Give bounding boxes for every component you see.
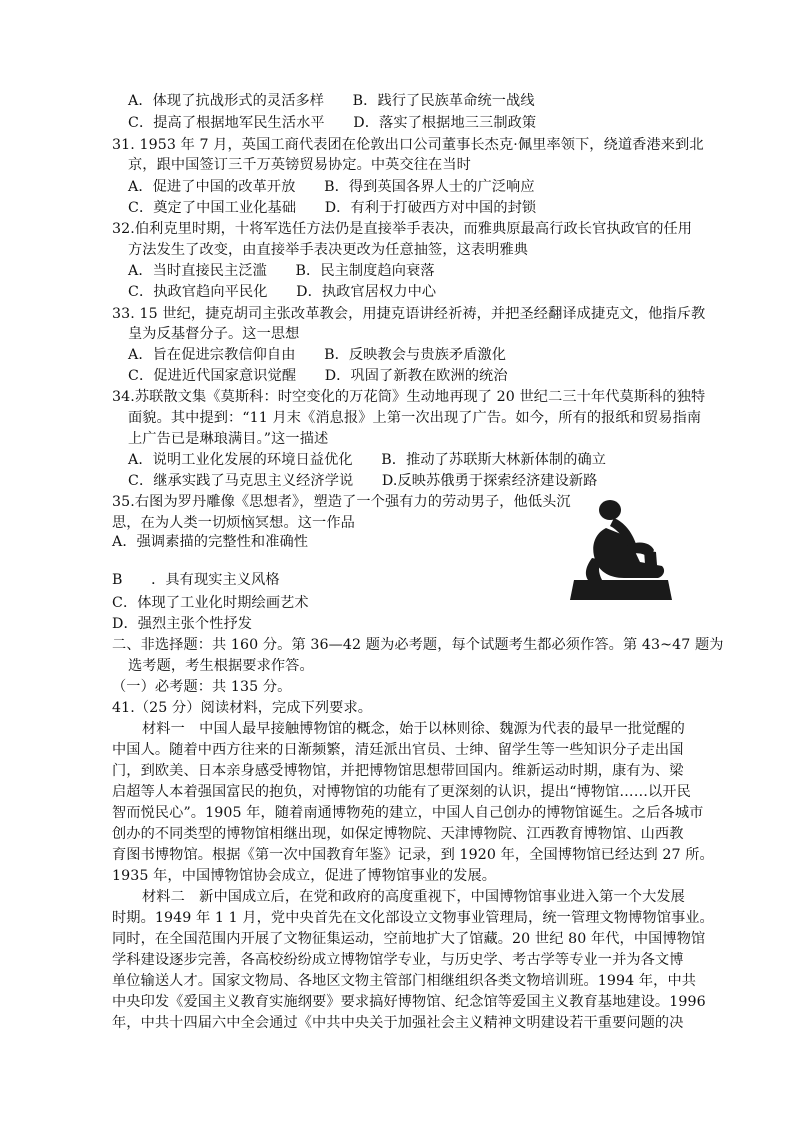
material-two-line-2: 时期。1949 年 1 1 月，党中央首先在文化部设立文物事业管理局，统一管理文物博物馆事业。 [112,910,714,926]
material-one-line-8: 1935 年，中国博物馆协会成立，促进了博物馆事业的发展。 [112,868,497,884]
q35-option-a: A．强调素描的完整性和准确性 [112,534,309,550]
material-one-line-5: 智而悦民心”。1905 年，随着南通博物苑的建立，中国人自己创办的博物馆诞生。之后各城市 [112,805,704,821]
material-one-line-7: 育图书博物馆。根据《第一次中国教育年鉴》记录，到 1920 年，全国博物馆已经达到 27 所。 [112,847,714,863]
material-one-line-6: 创办的不同类型的博物馆相继出现，如保定博物院、天津博物院、江西教育博物馆、山西教 [112,826,684,842]
q32-options-cd: C．执政官趋向平民化 D．执政官居权力中心 [128,284,437,300]
section-two-heading: 二、非选择题：共 160 分。第 36—42 题为必考题，每个试题考生都必须作答。第 43~47 题为 [112,637,724,653]
q31-options-cd: C．奠定了中国工业化基础 D．有利于打破西方对中国的封锁 [128,200,537,216]
section-two-heading-cont: 选考题，考生根据要求作答。 [128,658,314,674]
q33-options-ab: A．旨在促进宗教信仰自由 B．反映教会与贵族矛盾激化 [128,347,507,363]
required-questions-heading: （一）必考题：共 135 分。 [112,679,292,695]
thinker-statue-image [566,488,676,600]
q32-stem: 32.伯利克里时期，十将军选任方法仍是直接举手表决，而雅典原最高行政长官执政官的任用 [112,221,693,237]
q35-option-b: B ．具有现实主义风格 [112,572,280,588]
q33-stem-cont: 皇为反基督分子。这一思想 [128,326,300,342]
q35-stem-cont: 思，在为人类一切烦恼冥想。这一作品 [112,515,355,531]
q32-stem-cont: 方法发生了改变，由直接举手表决更改为任意抽签，这表明雅典 [128,242,529,258]
q32-options-ab: A．当时直接民主泛滥 B．民主制度趋向衰落 [128,263,435,279]
q34-stem: 34.苏联散文集《莫斯科：时空变化的万花筒》生动地再现了 20 世纪二三十年代莫斯科的独特 [112,389,706,405]
q34-stem-cont-2: 上广告已是琳琅满目。”这一描述 [128,431,329,447]
q30-options-ab: A．体现了抗战形式的灵活多样 B．践行了民族革命统一战线 [128,93,535,109]
q31-options-ab: A．促进了中国的改革开放 B．得到英国各界人士的广泛响应 [128,179,535,195]
material-two-line-6: 中央印发《爱国主义教育实施纲要》要求搞好博物馆、纪念馆等爱国主义教育基地建设。1996 [112,994,706,1010]
material-two-line-1: 材料二 新中国成立后，在党和政府的高度重视下，中国博物馆事业进入第一个大发展 [142,889,685,905]
q34-options-cd: C．继承实践了马克思主义经济学说 D.反映苏俄勇于探索经济建设新路 [128,473,598,489]
q31-stem-cont: 京，跟中国签订三千万英镑贸易协定。中英交往在当时 [128,157,471,173]
q35-option-c: C．体现了工业化时期绘画艺术 [112,595,309,611]
q34-stem-cont-1: 面貌。其中提到：“11 月末《消息报》上第一次出现了广告。如今，所有的报纸和贸易指南 [128,410,702,426]
material-one-line-3: 门，到欧美、日本亲身感受博物馆，并把博物馆思想带回国内。维新运动时期，康有为、梁 [112,763,684,779]
q34-options-ab: A．说明工业化发展的环境日益优化 B．推动了苏联斯大林新体制的确立 [128,452,607,468]
material-two-line-7: 年，中共十四届六中全会通过《中共中央关于加强社会主义精神文明建设若干重要问题的决 [112,1015,684,1031]
material-one-line-4: 启超等人本着强国富民的抱负，对博物馆的功能有了更深刻的认识，提出“博物馆……以开民 [112,784,691,800]
material-one-line-1: 材料一 中国人最早接触博物馆的概念，始于以林则徐、魏源为代表的最早一批觉醒的 [142,721,685,737]
q35-option-d: D．强烈主张个性抒发 [112,616,253,632]
q35-stem: 35.右图为罗丹雕像《思想者》，塑造了一个强有力的劳动男子，他低头沉 [112,494,571,510]
q33-stem: 33. 15 世纪，捷克胡司主张改革教会，用捷克语讲经祈祷，并把圣经翻译成捷克文，他指斥教 [112,306,706,322]
material-two-line-3: 同时，在全国范围内开展了文物征集运动，空前地扩大了馆藏。20 世纪 80 年代，中国博物馆 [112,931,706,947]
material-two-line-4: 学科建设逐步完善，各高校纷纷成立博物馆学专业，与历史学、考古学等专业一并为各文博 [112,952,684,968]
q30-options-cd: C．提高了根据地军民生活水平 D．落实了根据地三三制政策 [128,115,537,131]
q31-stem: 31. 1953 年 7 月，英国工商代表团在伦敦出口公司董事长杰克·佩里率领下，绕道香港来到北 [112,137,704,153]
q41-stem: 41.（25 分）阅读材料，完成下列要求。 [112,700,373,716]
material-one-line-2: 中国人。随着中西方往来的日渐频繁，清廷派出官员、士绅、留学生等一些知识分子走出国 [112,742,684,758]
q33-options-cd: C．促进近代国家意识觉醒 D．巩固了新教在欧洲的统治 [128,368,508,384]
material-two-line-5: 单位输送人才。国家文物局、各地区文物主管部门相继组织各类文物培训班。1994 年，中共 [112,973,697,989]
